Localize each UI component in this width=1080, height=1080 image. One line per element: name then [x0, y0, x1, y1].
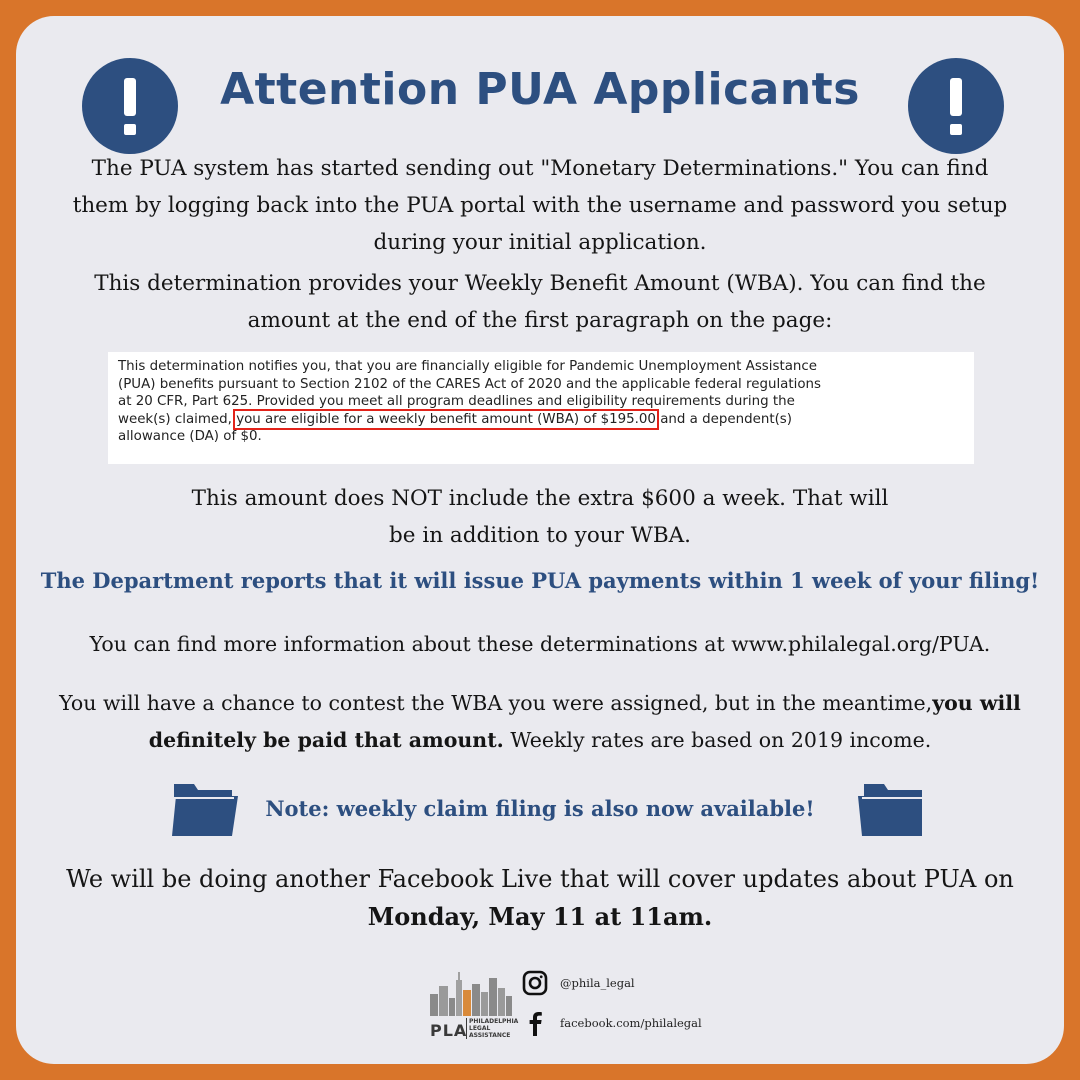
facebook-live-paragraph — [26, 860, 1054, 936]
excerpt-text: week(s) claimed, — [118, 411, 232, 427]
excerpt-line: This determination notifies you, that you are financially eligible for Pandemic Unemployment Assistance — [118, 359, 818, 374]
wba-highlight-box: you are eligible for a weekly benefit amount (WBA) of $195.00 — [236, 411, 656, 427]
instagram-link[interactable] — [522, 970, 635, 996]
excerpt-line: (PUA) benefits pursuant to Section 2102 of the CARES Act of 2020 and the applicable federal regulations — [118, 376, 822, 392]
intro-line: The PUA system has started sending out "Monetary Determinations." You can find — [91, 156, 989, 181]
excerpt-line: at 20 CFR, Part 625. Provided you meet all program deadlines and eligibility requirements during the — [118, 394, 795, 410]
contest-text-2: Weekly rates are based on 2019 income. — [503, 728, 932, 752]
intro-paragraph — [46, 150, 1034, 261]
exclamation-circle-icon — [908, 58, 1004, 154]
footer — [16, 966, 1064, 1046]
page-title: Attention PUA Applicants — [220, 64, 860, 115]
determination-excerpt — [108, 352, 974, 464]
instagram-icon — [522, 970, 548, 996]
wba-paragraph — [46, 265, 1034, 339]
contest-text: You will have a chance to contest the WBA you were assigned, but in the meantime, — [59, 691, 933, 715]
extra-line: be in addition to your WBA. — [389, 523, 691, 548]
logo-letters: PLA — [430, 1021, 468, 1040]
pla-logo — [430, 972, 519, 1040]
facebook-live-date: Monday, May 11 at 11am. — [367, 902, 713, 931]
intro-line: them by logging back into the PUA portal with the username and password you setup — [72, 193, 1008, 218]
payment-timing-notice: The Department reports that it will issue PUA payments within 1 week of your filing! — [40, 568, 1040, 593]
excerpt-line — [118, 411, 966, 429]
extra-600-paragraph — [116, 480, 964, 554]
facebook-link[interactable] — [522, 1010, 702, 1036]
wba-line: This determination provides your Weekly Benefit Amount (WBA). You can find the — [94, 271, 986, 296]
weekly-claim-note: Note: weekly claim filing is also now available! — [265, 796, 815, 821]
excerpt-line: allowance (DA) of $0. — [118, 429, 262, 445]
excerpt-text: and a dependent(s) — [660, 411, 792, 427]
folder-icon — [856, 778, 924, 838]
extra-line: This amount does NOT include the extra $600 a week. That will — [191, 486, 889, 511]
wba-line: amount at the end of the first paragraph on the page: — [247, 308, 833, 333]
instagram-handle: @phila_legal — [560, 976, 635, 990]
more-info-paragraph: You can find more information about these determinations at www.philalegal.org/PUA. — [89, 632, 991, 656]
contest-paragraph — [36, 685, 1044, 759]
facebook-url: facebook.com/philalegal — [560, 1016, 702, 1030]
logo-subtitle: PHILADELPHIA LEGAL ASSISTANCE — [466, 1018, 515, 1039]
intro-line: during your initial application. — [373, 230, 707, 255]
facebook-live-line: We will be doing another Facebook Live that will cover updates about PUA on — [66, 865, 1014, 893]
facebook-icon — [522, 1010, 548, 1036]
contest-bold-text: you will definitely be paid that amount. — [148, 691, 1021, 752]
announcement-card — [16, 16, 1064, 1064]
